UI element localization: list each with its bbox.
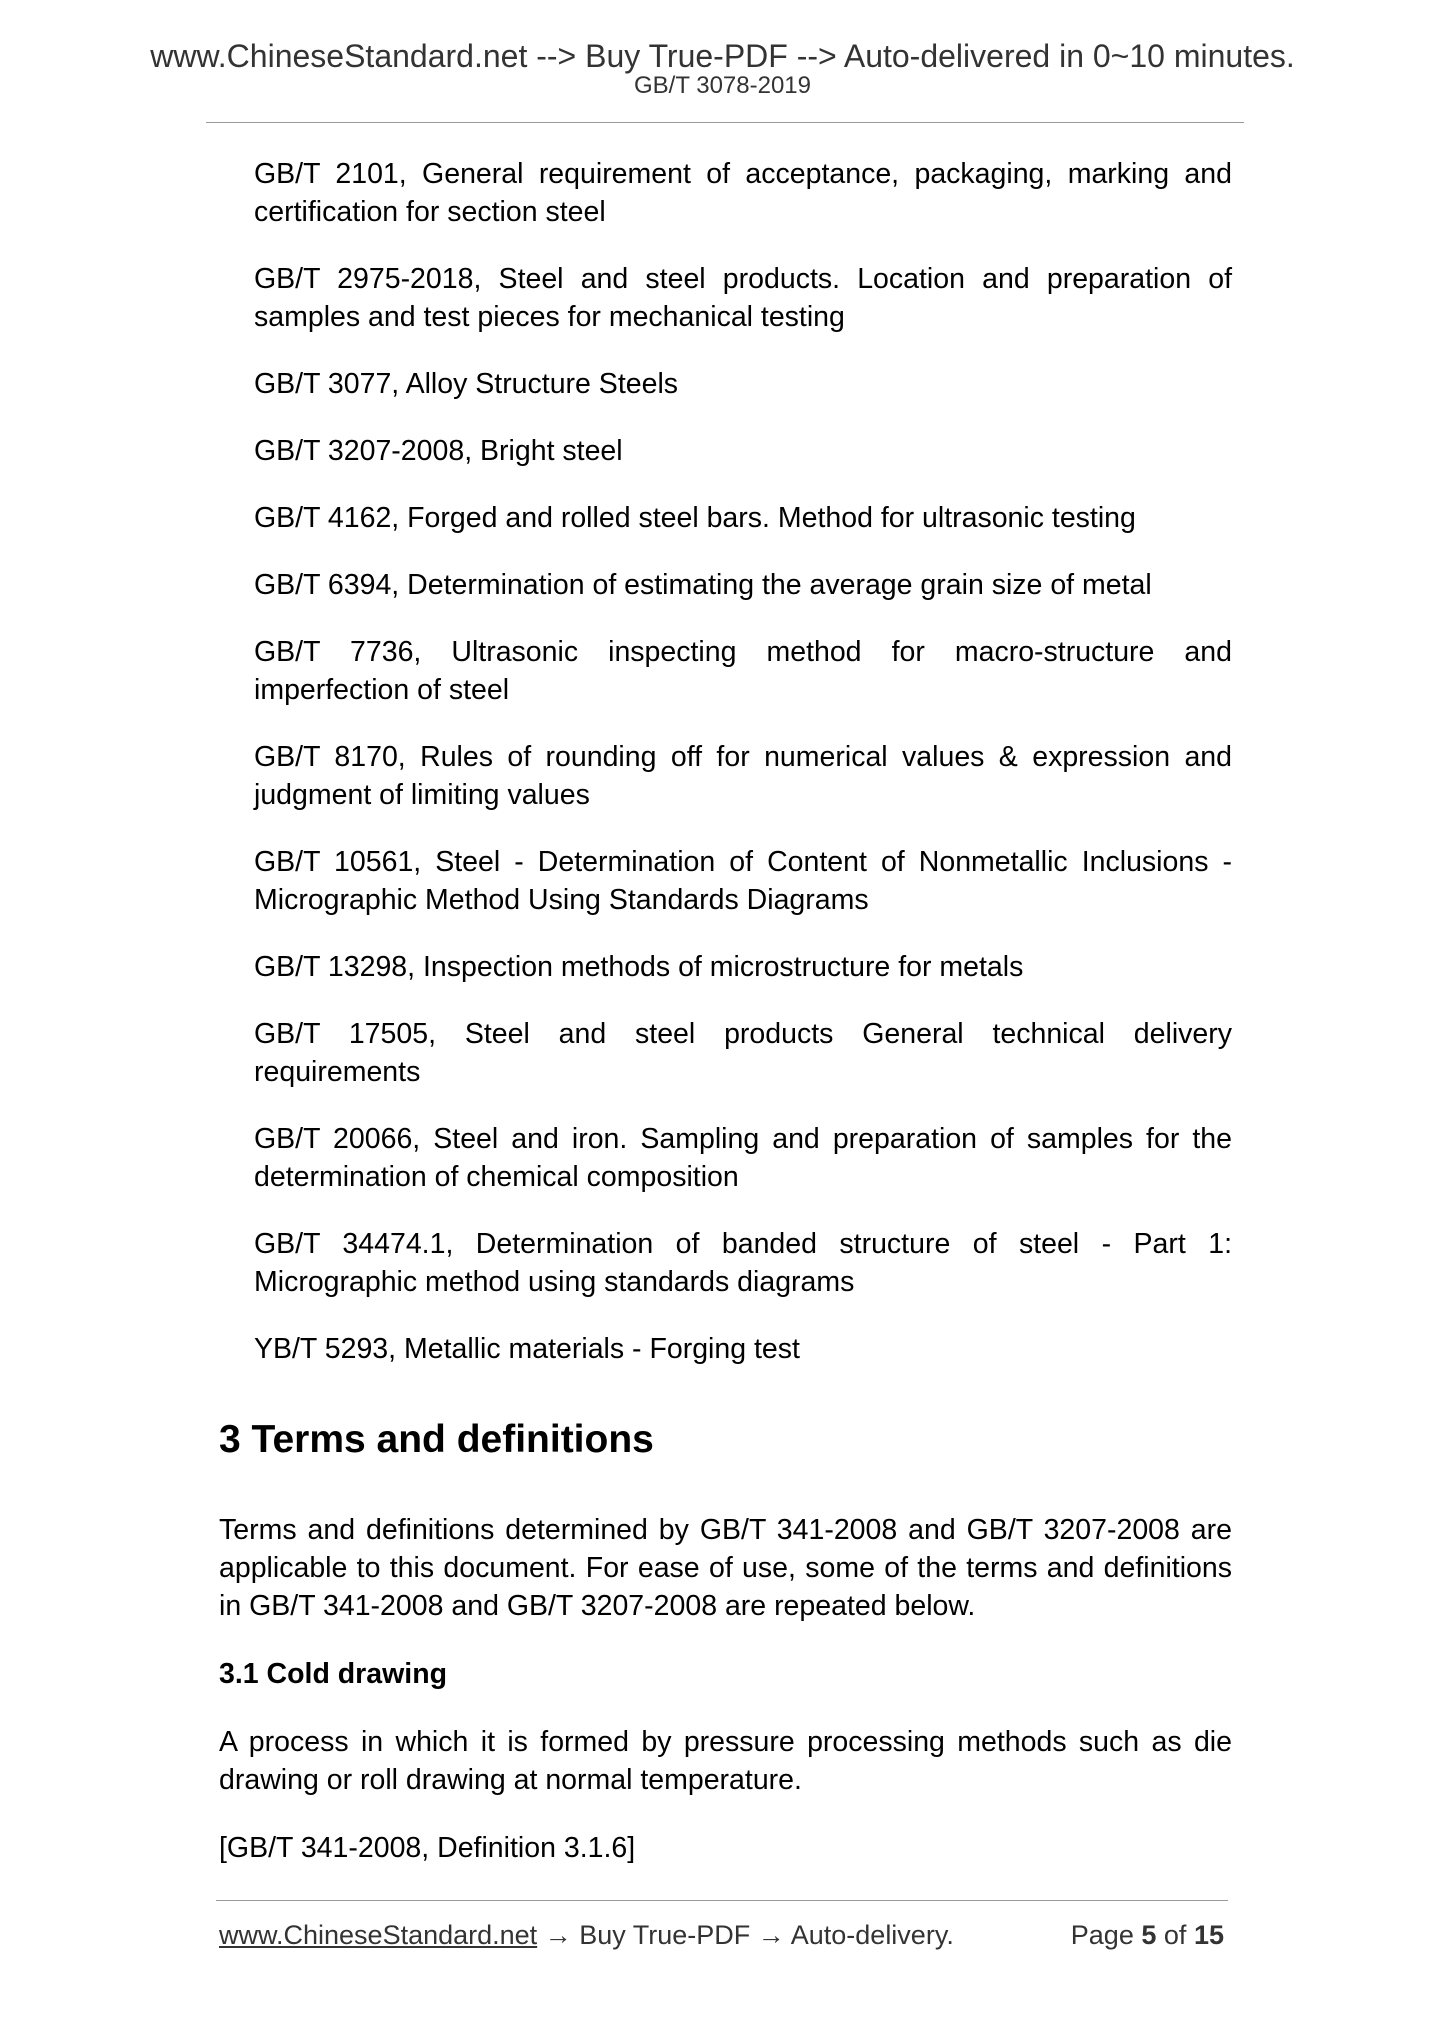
page-indicator <box>1071 1917 1224 1953</box>
reference-item: GB/T 3077, Alloy Structure Steels <box>254 368 679 400</box>
footer-divider <box>216 1900 1228 1901</box>
reference-item: GB/T 34474.1, Determination of banded structure of steel - Part 1: Micrographic method using standards diagrams <box>254 1228 1232 1298</box>
reference-item: GB/T 17505, Steel and steel products General technical delivery requirements <box>254 1018 1232 1088</box>
page-label: Page <box>1070 1920 1134 1950</box>
definition-source: [GB/T 341-2008, Definition 3.1.6] <box>219 1832 636 1864</box>
subsection-heading: 3.1 Cold drawing <box>219 1658 448 1690</box>
reference-item: GB/T 2975-2018, Steel and steel products. Location and preparation of samples and test pieces for mechanical testing <box>254 263 1232 333</box>
footer-tagline: → Buy True-PDF → Auto-delivery. <box>537 1920 954 1950</box>
reference-item: GB/T 10561, Steel - Determination of Content of Nonmetallic Inclusions - Micrographic Method Using Standards Diagrams <box>254 846 1232 916</box>
normative-references-list <box>254 155 1232 1397</box>
current-page-number: 5 <box>1141 1920 1157 1950</box>
section-heading: 3 Terms and definitions <box>219 1418 654 1461</box>
reference-item: GB/T 4162, Forged and rolled steel bars. Method for ultrasonic testing <box>254 502 1136 534</box>
reference-item: GB/T 6394, Determination of estimating the average grain size of metal <box>254 569 1152 601</box>
reference-item: GB/T 3207-2008, Bright steel <box>254 435 623 467</box>
reference-item: GB/T 8170, Rules of rounding off for numerical values & expression and judgment of limiting values <box>254 741 1232 811</box>
section-intro-paragraph: Terms and definitions determined by GB/T 341-2008 and GB/T 3207-2008 are applicable to this document. For ease of use, some of the terms and definitions in GB/T 341-2008 and GB/T 3207-2008 are repeated below. <box>219 1514 1232 1622</box>
reference-item: GB/T 7736, Ultrasonic inspecting method for macro-structure and imperfection of steel <box>254 636 1232 706</box>
header-divider <box>206 122 1244 123</box>
reference-item: GB/T 13298, Inspection methods of microstructure for metals <box>254 951 1024 983</box>
reference-item: YB/T 5293, Metallic materials - Forging test <box>254 1333 800 1365</box>
definition-paragraph: A process in which it is formed by pressure processing methods such as die drawing or roll drawing at normal temperature. <box>219 1726 1232 1796</box>
footer-left <box>219 1917 954 1953</box>
total-pages-number: 15 <box>1193 1920 1224 1950</box>
top-banner: www.ChineseStandard.net --> Buy True-PDF --> Auto-delivered in 0~10 minutes. <box>150 38 1295 74</box>
of-label: of <box>1163 1920 1187 1950</box>
reference-item: GB/T 2101, General requirement of acceptance, packaging, marking and certification for section steel <box>254 158 1232 228</box>
document-code: GB/T 3078-2019 <box>633 72 811 99</box>
reference-item: GB/T 20066, Steel and iron. Sampling and preparation of samples for the determination of chemical composition <box>254 1123 1232 1193</box>
footer-website-link[interactable]: www.ChineseStandard.net <box>219 1920 538 1950</box>
